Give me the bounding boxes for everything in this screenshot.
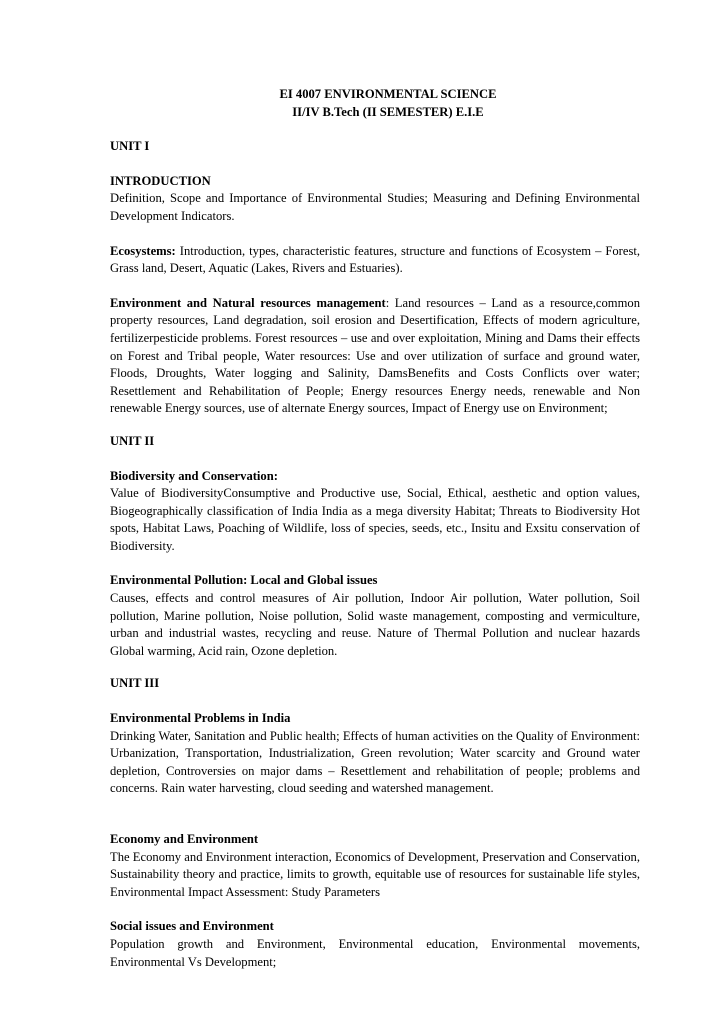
pollution-section: [110, 572, 640, 660]
biodiversity-title: Biodiversity and Conservation:: [110, 468, 278, 483]
social-section: [110, 918, 640, 971]
unit-1-heading: UNIT I: [110, 139, 150, 154]
course-title: EI 4007 ENVIRONMENTAL SCIENCE: [279, 87, 497, 101]
unit-3-heading: UNIT III: [110, 676, 160, 691]
pollution-title: Environmental Pollution: Local and Global issues: [110, 573, 378, 588]
problems-title: Environmental Problems in India: [110, 711, 291, 726]
introduction-title: INTRODUCTION: [110, 173, 211, 188]
pollution-text: Causes, effects and control measures of Air pollution, Indoor Air pollution, Water pollution, Soil pollution, Marine pollution, Noise pollution, Solid waste management, composting and vermiculture, urban and industrial wastes, recycling and reuse. Nature of Thermal Pollution and nuclear hazards Global warming, Acid rain, Ozone depletion.: [110, 591, 640, 658]
ecosystems-section: [110, 243, 640, 278]
natural-resources-title: Environment and Natural resources management: [110, 295, 386, 310]
introduction-text: Definition, Scope and Importance of Environmental Studies; Measuring and Defining Environmental Development Indicators.: [110, 191, 640, 223]
economy-title: Economy and Environment: [110, 832, 259, 846]
natural-resources-text: : Land resources – Land as a resource,common property resources, Land degradation, soil erosion and Desertification, Effects of modern agriculture, fertilizerpesticide problems. Forest resources – use and over exploitation, Mining and Dams their effects on Forest and Tribal people, Water resources: Use and over utilization of surface and ground water, Floods, Droughts, Water logging and Salinity, DamsBenefits and Costs Conflicts over water; Resettlement and Rehabilitation of People; Energy resources Energy needs, renewable and Non renewable Energy sources, use of alternate Energy sources, Impact of Energy use on Environment;: [110, 295, 640, 416]
ecosystems-text: Introduction, types, characteristic features, structure and functions of Ecosystem – Forest, Grass land, Desert, Aquatic (Lakes, Rivers and Estuaries).: [110, 243, 640, 276]
course-subtitle: II/IV B.Tech (II SEMESTER) E.I.E: [292, 104, 484, 119]
natural-resources-section: [110, 295, 640, 418]
ecosystems-title: Ecosystems:: [110, 243, 176, 258]
social-text: Population growth and Environment, Environmental education, Environmental movements, Environmental Vs Development;: [110, 936, 640, 969]
document-header: [110, 86, 640, 121]
introduction-section: [110, 173, 640, 226]
ecosystems-paragraph: [110, 243, 640, 278]
document-page: [110, 86, 640, 971]
social-title: Social issues and Environment: [110, 919, 274, 934]
economy-section: [110, 831, 640, 901]
problems-text: Drinking Water, Sanitation and Public health; Effects of human activities on the Quality of Environment: Urbanization, Transportation, Industrialization, Green revolution; Water scarcity and Ground water depletion, Controversies on major dams – Resettlement and rehabilitation of people; problems and concerns. Rain water harvesting, cloud seeding and watershed management.: [110, 728, 640, 796]
unit-2-heading: UNIT II: [110, 433, 155, 448]
biodiversity-text: Value of BiodiversityConsumptive and Productive use, Social, Ethical, aesthetic and option values, Biogeographically classification of India India as a mega diversity Habitat; Threats to Biodiversity Hot spots, Habitat Laws, Poaching of Wildlife, loss of species, seeds, etc., Insitu and Exsitu conservation of Biodiversity.: [110, 486, 640, 553]
biodiversity-section: [110, 468, 640, 556]
problems-section: [110, 710, 640, 798]
natural-resources-paragraph: [110, 295, 640, 418]
economy-text: The Economy and Environment interaction, Economics of Development, Preservation and Conservation, Sustainability theory and practice, limits to growth, equitable use of resources for sustainable life styles, Environmental Impact Assessment: Study Parameters: [110, 849, 640, 899]
